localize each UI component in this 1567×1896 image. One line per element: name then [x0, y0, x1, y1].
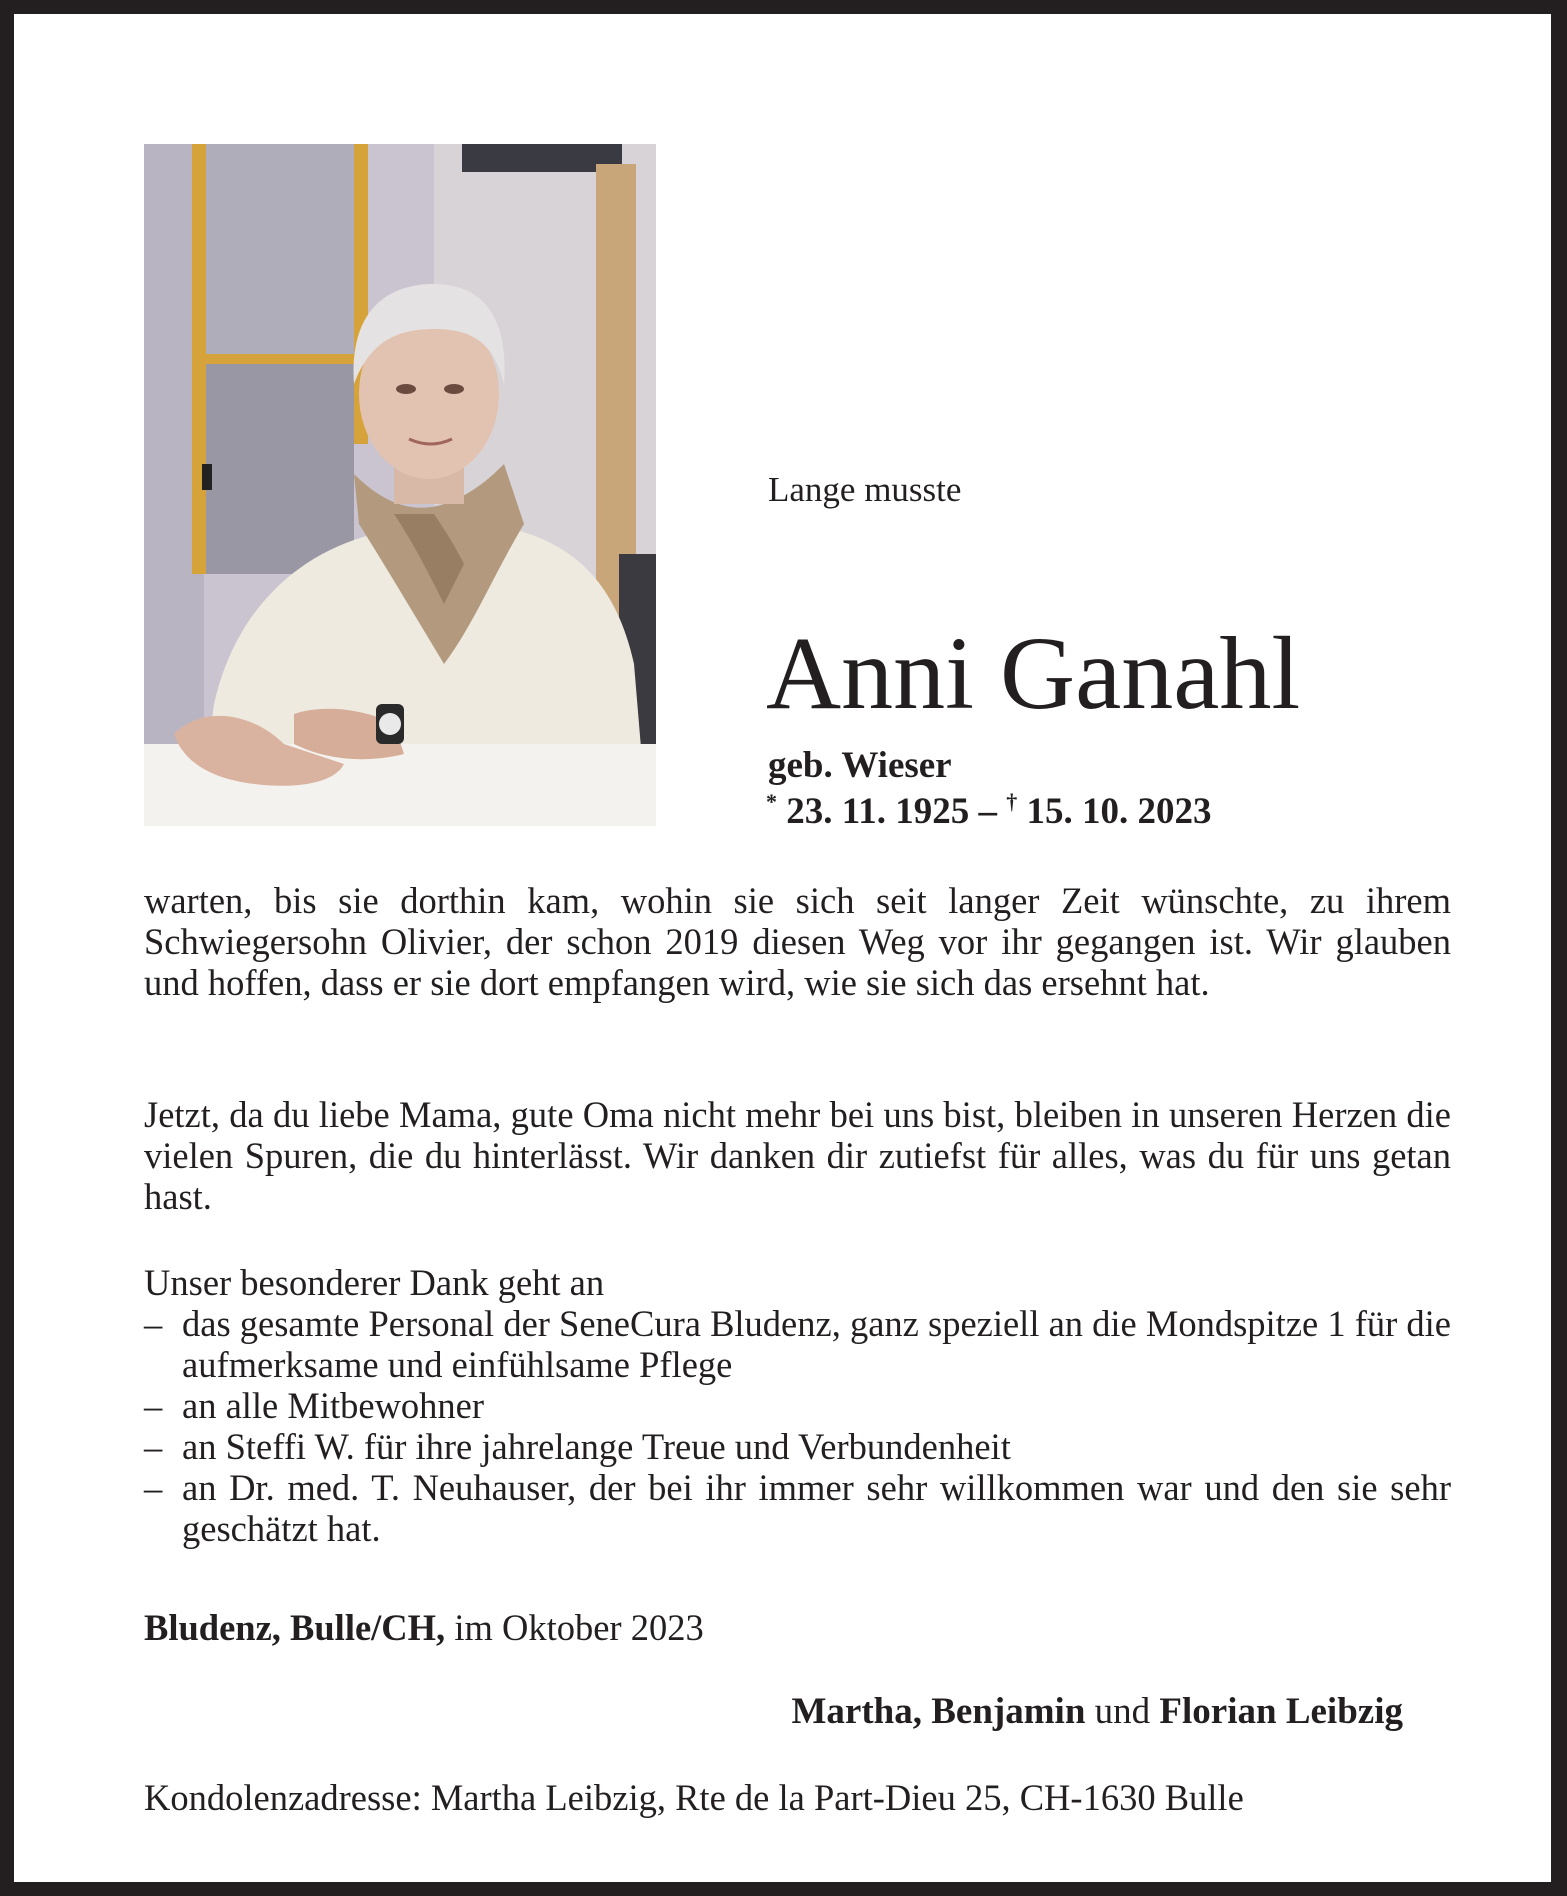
list-dash: – [144, 1385, 163, 1426]
intro-text: Lange musste [768, 470, 962, 509]
thanks-section [144, 1262, 1451, 1549]
list-dash: – [144, 1467, 163, 1508]
birth-date: 23. 11. 1925 [786, 791, 970, 832]
signer-names-first: Martha, Benjamin [791, 1691, 1086, 1732]
portrait-photo [144, 144, 656, 826]
list-item [144, 1385, 1451, 1426]
place-date: im Oktober 2023 [454, 1607, 704, 1648]
birth-symbol: * [766, 789, 777, 814]
paragraph-two: Jetzt, da du liebe Mama, gute Oma nicht mehr bei uns bist, bleiben in unseren Herzen die vielen Spuren, die du hinterlässt. Wir danken dir zutiefst für alles, was du für uns getan hast. [144, 1094, 1451, 1217]
life-dates [766, 790, 1211, 833]
list-item [144, 1467, 1451, 1549]
place-date-line [144, 1606, 704, 1649]
list-dash: – [144, 1426, 163, 1467]
list-item-text: an Dr. med. T. Neuhauser, der bei ihr immer sehr willkommen war und den sie sehr geschätzt hat. [182, 1467, 1451, 1549]
list-item-text: an Steffi W. für ihre jahrelange Treue und Verbundenheit [182, 1426, 1011, 1467]
signers-line [791, 1690, 1403, 1733]
birth-name: geb. Wieser [768, 745, 952, 786]
place-names: Bludenz, Bulle/CH, [144, 1607, 446, 1648]
death-symbol: † [1006, 789, 1018, 814]
list-item [144, 1303, 1451, 1385]
thanks-list [144, 1303, 1451, 1549]
signer-names-last: Florian Leibzig [1159, 1691, 1403, 1732]
condolence-address: Kondolenzadresse: Martha Leibzig, Rte de la Part-Dieu 25, CH-1630 Bulle [144, 1777, 1244, 1818]
date-separator: – [978, 791, 997, 832]
signer-joiner: und [1094, 1691, 1151, 1732]
deceased-name: Anni Ganahl [766, 616, 1301, 731]
death-date: 15. 10. 2023 [1026, 791, 1212, 832]
list-item-text: das gesamte Personal der SeneCura Bludenz, ganz speziell an die Mondspitze 1 für die aufmerksame und einfühlsame Pflege [182, 1303, 1451, 1385]
thanks-heading: Unser besonderer Dank geht an [144, 1262, 605, 1303]
list-item [144, 1426, 1451, 1467]
paragraph-one: warten, bis sie dorthin kam, wohin sie sich seit langer Zeit wünschte, zu ihrem Schwiegersohn Olivier, der schon 2019 diesen Weg vor ihr gegangen ist. Wir glauben und hoffen, dass er sie dort empfangen wird, wie sie sich das ersehnt hat. [144, 880, 1451, 1003]
list-item-text: an alle Mitbewohner [182, 1385, 485, 1426]
list-dash: – [144, 1303, 163, 1344]
